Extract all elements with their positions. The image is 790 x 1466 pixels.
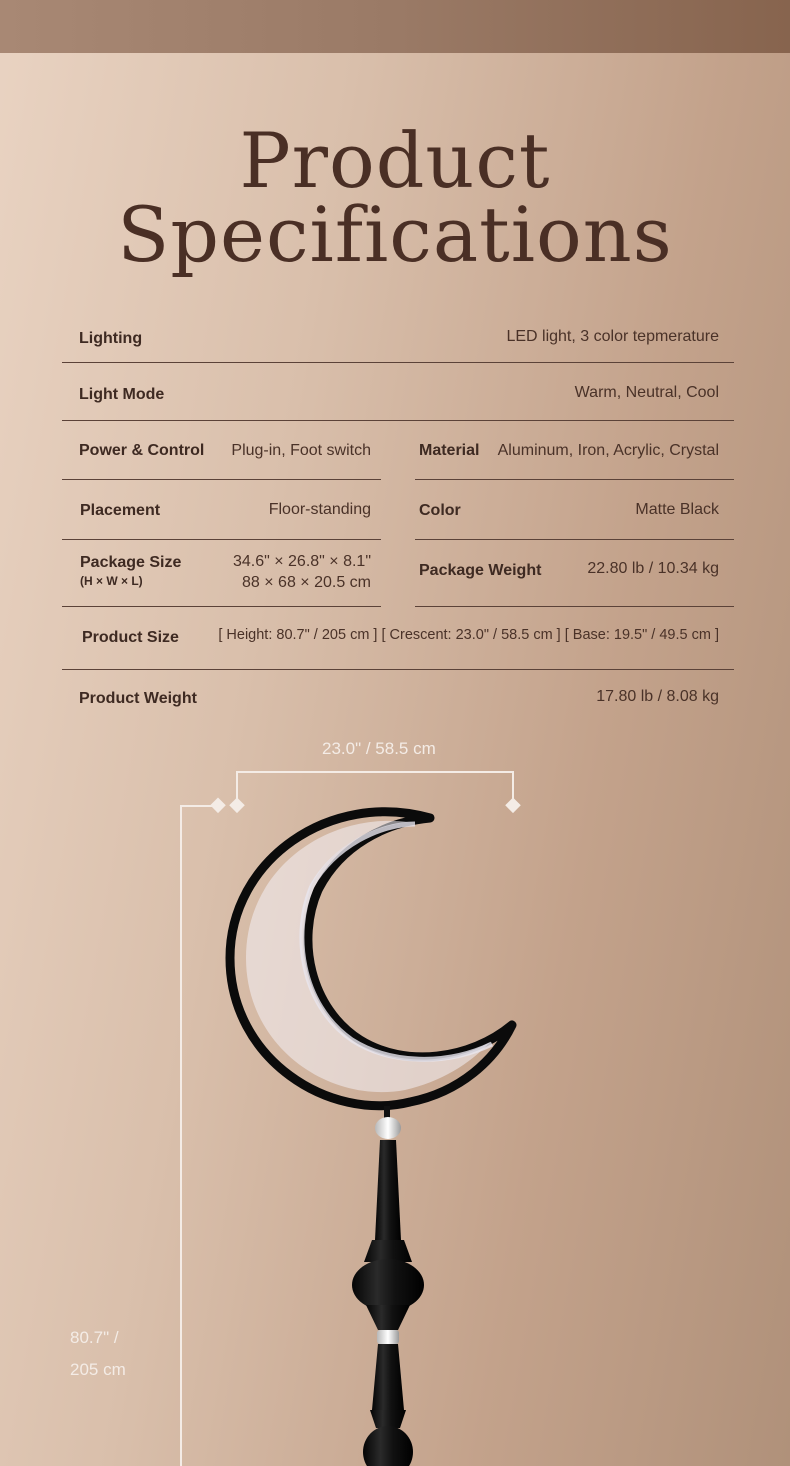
height-dimension-line xyxy=(181,806,218,1466)
spec-value-light-mode: Warm, Neutral, Cool xyxy=(574,384,719,401)
package-size-cm: 88 × 68 × 20.5 cm xyxy=(242,574,371,591)
package-size-label-text: Package Size xyxy=(80,554,182,571)
crescent-moon-frame xyxy=(230,812,512,1106)
spec-label-lighting: Lighting xyxy=(79,330,143,347)
spec-label-color: Color xyxy=(419,502,461,519)
spec-label-package-weight: Package Weight xyxy=(419,562,542,579)
lamp-stand xyxy=(352,1106,424,1466)
height-label-line1: 80.7" / xyxy=(70,1328,119,1347)
spec-label-power-control: Power & Control xyxy=(79,442,205,459)
spec-value-color: Matte Black xyxy=(635,501,719,518)
page-title-line1: Product xyxy=(239,116,551,205)
spec-label-product-weight: Product Weight xyxy=(79,690,197,707)
spec-label-light-mode: Light Mode xyxy=(79,386,165,403)
height-label-line2: 205 cm xyxy=(70,1360,126,1379)
spec-label-placement: Placement xyxy=(80,502,161,519)
package-size-sublabel: (H × W × L) xyxy=(80,574,143,588)
crescent-width-label: 23.0" / 58.5 cm xyxy=(322,739,436,758)
package-size-inches: 34.6" × 26.8" × 8.1" xyxy=(232,553,371,570)
spec-value-power-control: Plug-in, Foot switch xyxy=(231,442,371,459)
spec-value-placement: Floor-standing xyxy=(268,501,371,518)
width-dimension-line xyxy=(237,772,513,806)
spec-label-material: Material xyxy=(419,442,480,459)
spec-value-lighting: LED light, 3 color tepmerature xyxy=(506,328,719,345)
spec-label-product-size: Product Size xyxy=(82,629,179,646)
spec-value-package-weight: 22.80 lb / 10.34 kg xyxy=(587,560,719,577)
spec-value-product-size: [ Height: 80.7" / 205 cm ] [ Crescent: 23.0" / 58.5 cm ] [ Base: 19.5" / 49.5 cm ] xyxy=(218,627,719,643)
page-title-line2: Specifications xyxy=(117,190,673,279)
spec-value-product-weight: 17.80 lb / 8.08 kg xyxy=(596,688,719,705)
spec-value-material: Aluminum, Iron, Acrylic, Crystal xyxy=(497,442,719,459)
